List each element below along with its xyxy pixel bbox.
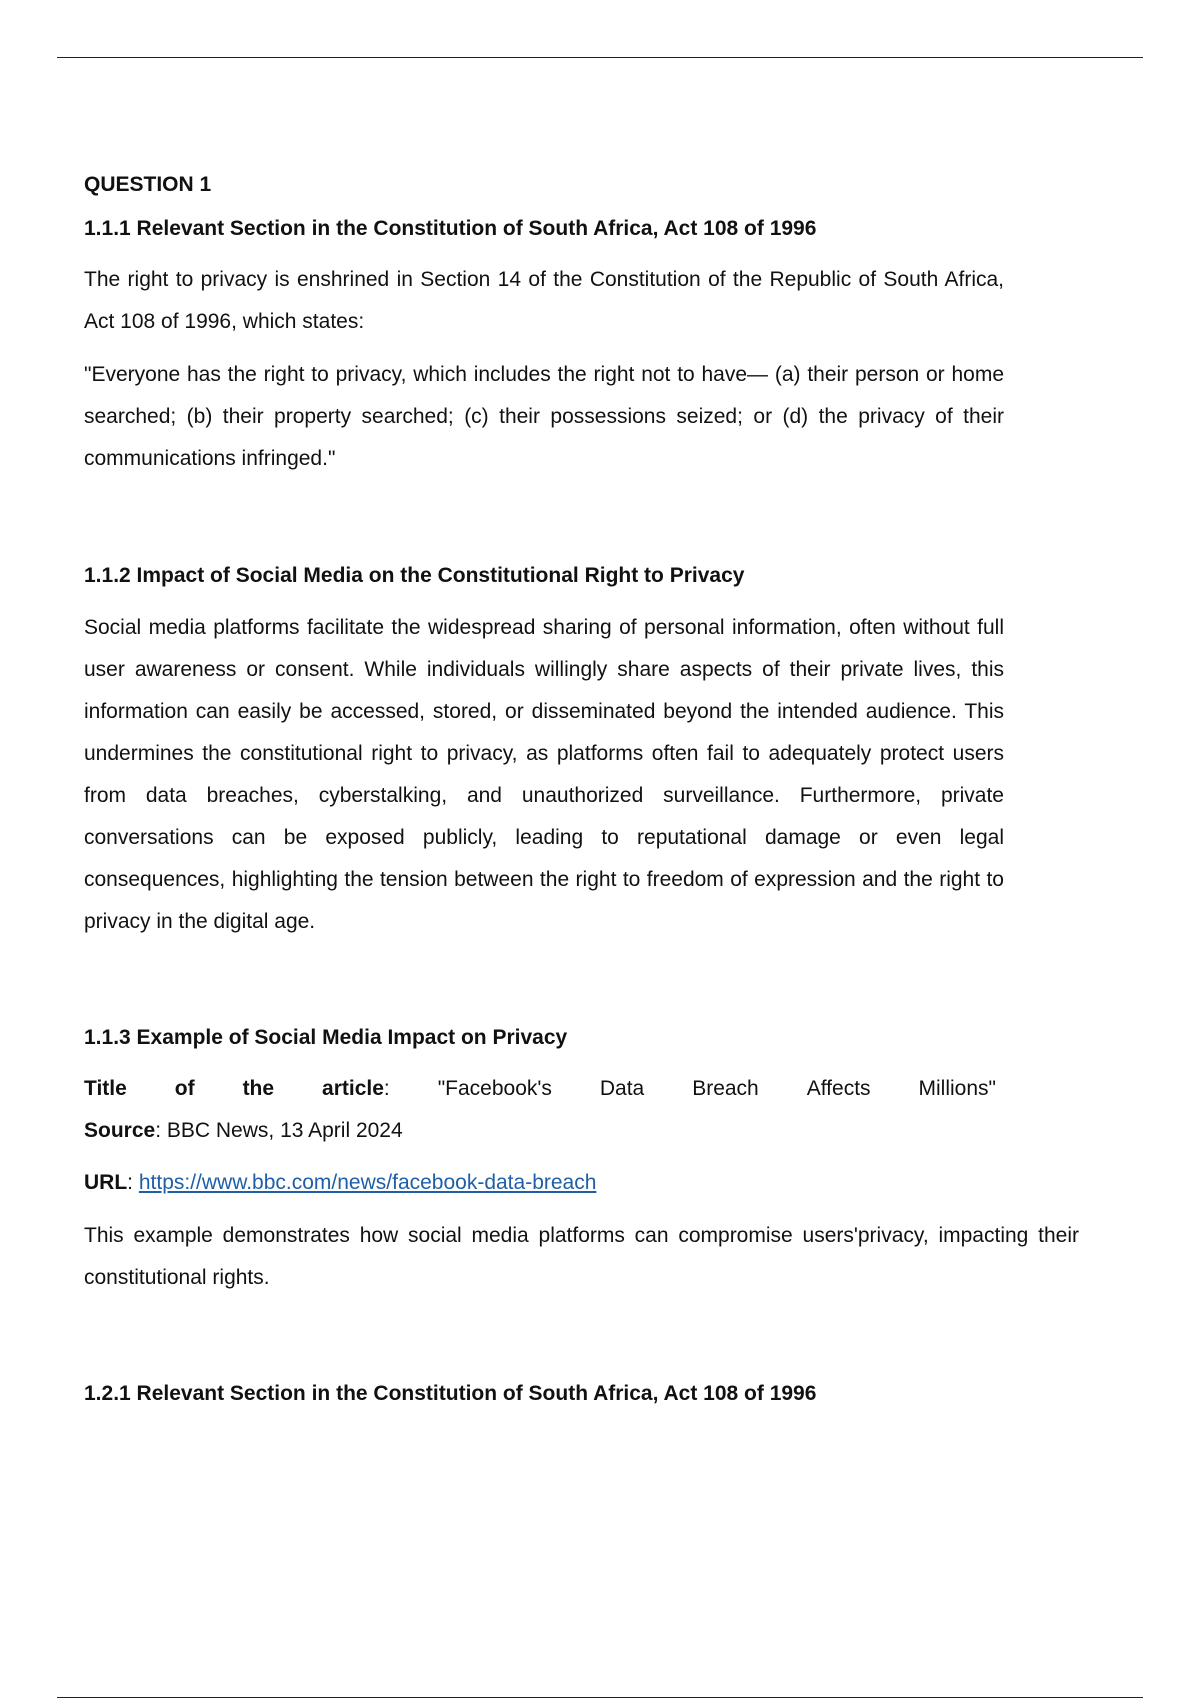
section-1-1-3-heading: 1.1.3 Example of Social Media Impact on Privacy	[84, 1026, 568, 1049]
title-word: "Facebook's	[437, 1077, 552, 1100]
source-value: : BBC News, 13 April 2024	[155, 1119, 403, 1142]
title-word: article:	[322, 1077, 390, 1100]
question-title: QUESTION 1	[84, 173, 212, 196]
header-rule	[57, 57, 1143, 58]
title-word: Data	[599, 1077, 645, 1100]
section-1-2-1-heading: 1.2.1 Relevant Section in the Constitution of South Africa, Act 108 of 1996	[84, 1382, 817, 1405]
document-body	[84, 170, 1104, 1409]
section-1-1-2-paragraph: Social media platforms facilitate the widespread sharing of personal information, often without full user awareness or consent. While individuals willingly share aspects of their private lives, this information can easily be accessed, stored, or disseminated beyond the intended audience. This undermines the constitutional right to privacy, as platforms often fail to adequately protect users from data breaches, cyberstalking, and unauthorized surveillance. Furthermore, private conversations can be exposed publicly, leading to reputational damage or even legal consequences, highlighting the tension between the right to freedom of expression and the right to privacy in the digital age.	[84, 616, 1004, 933]
title-word: of	[174, 1077, 195, 1100]
section-1-1-1-paragraph: The right to privacy is enshrined in Section 14 of the Constitution of the Republic of South Africa, Act 108 of 1996, which states:	[84, 268, 1004, 333]
section-1-1-1-heading: 1.1.1 Relevant Section in the Constitution of South Africa, Act 108 of 1996	[84, 217, 817, 240]
section-1-1-3-paragraph: This example demonstrates how social media platforms can compromise users'privacy, impacting their constitutional rights.	[84, 1224, 1079, 1289]
title-word: Millions"	[918, 1077, 996, 1100]
article-title-line	[84, 1068, 996, 1110]
source-label: Source	[84, 1119, 156, 1142]
title-word: the	[242, 1077, 275, 1100]
article-url-line	[84, 1162, 996, 1204]
article-source-line	[84, 1110, 996, 1152]
section-1-1-2-heading: 1.1.2 Impact of Social Media on the Constitutional Right to Privacy	[84, 564, 745, 587]
title-word: Breach	[692, 1077, 759, 1100]
url-colon: :	[127, 1171, 139, 1194]
article-url-link[interactable]: https://www.bbc.com/news/facebook-data-breach	[138, 1171, 597, 1194]
url-label: URL	[84, 1171, 128, 1194]
title-label-word: article	[322, 1077, 384, 1100]
article-meta	[84, 1068, 1104, 1152]
section-1-1-1-quote: "Everyone has the right to privacy, which includes the right not to have— (a) their person or home searched; (b) their property searched; (c) their possessions seized; or (d) the privacy of their communications infringed."	[84, 363, 1004, 470]
footer-rule	[57, 1697, 1143, 1698]
title-word: Affects	[806, 1077, 871, 1100]
title-word: Title	[84, 1077, 127, 1100]
